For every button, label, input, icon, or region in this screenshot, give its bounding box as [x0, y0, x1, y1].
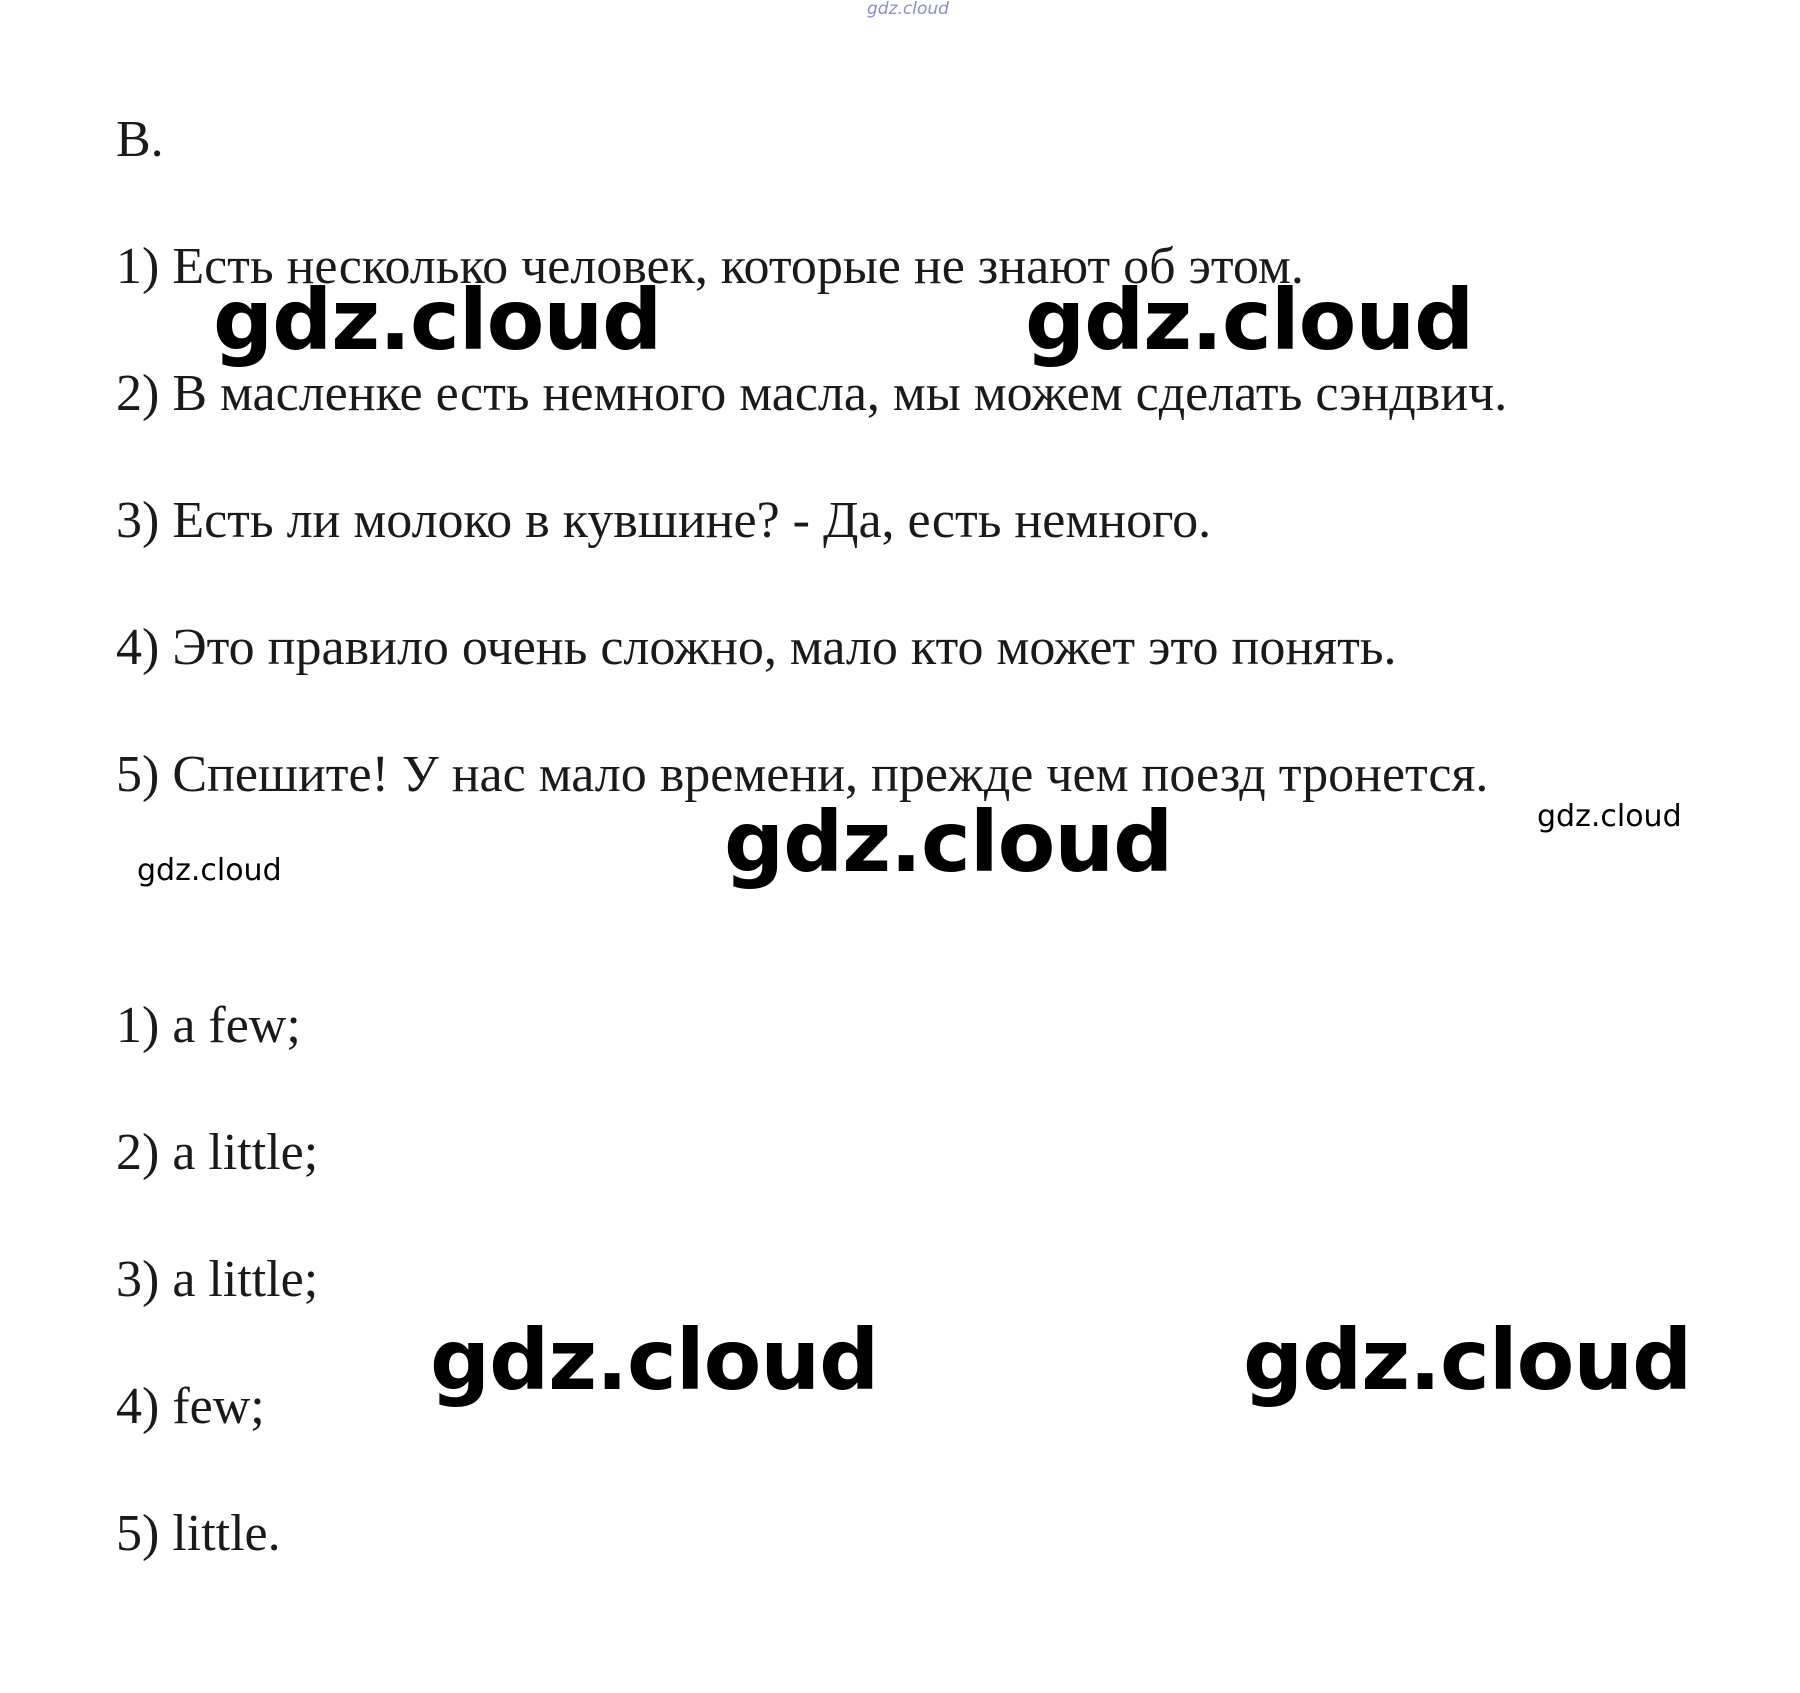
watermark: gdz.cloud: [137, 853, 282, 888]
answer-item-3: 3) a little;: [116, 1251, 319, 1308]
answer-item-5: 5) little.: [116, 1505, 281, 1562]
watermark: gdz.cloud: [430, 1311, 879, 1409]
header-watermark: gdz.cloud: [867, 0, 949, 19]
translation-item-2: 2) В масленке есть немного масла, мы можем сделать сэндвич.: [116, 365, 1508, 422]
watermark: gdz.cloud: [724, 793, 1173, 891]
watermark: gdz.cloud: [1537, 799, 1682, 834]
answer-item-1: 1) a few;: [116, 997, 301, 1054]
watermark: gdz.cloud: [1243, 1311, 1692, 1409]
translation-item-1: 1) Есть несколько человек, которые не знают об этом.: [116, 238, 1304, 295]
translation-item-4: 4) Это правило очень сложно, мало кто может это понять.: [116, 619, 1397, 676]
watermark: gdz.cloud: [1025, 271, 1474, 369]
answer-item-2: 2) a little;: [116, 1124, 319, 1181]
watermark: gdz.cloud: [213, 271, 662, 369]
translation-item-5: 5) Спешите! У нас мало времени, прежде чем поезд тронется.: [116, 746, 1489, 803]
answer-item-4: 4) few;: [116, 1378, 265, 1435]
translation-item-3: 3) Есть ли молоко в кувшине? - Да, есть немного.: [116, 492, 1212, 549]
section-letter: B.: [116, 111, 164, 168]
